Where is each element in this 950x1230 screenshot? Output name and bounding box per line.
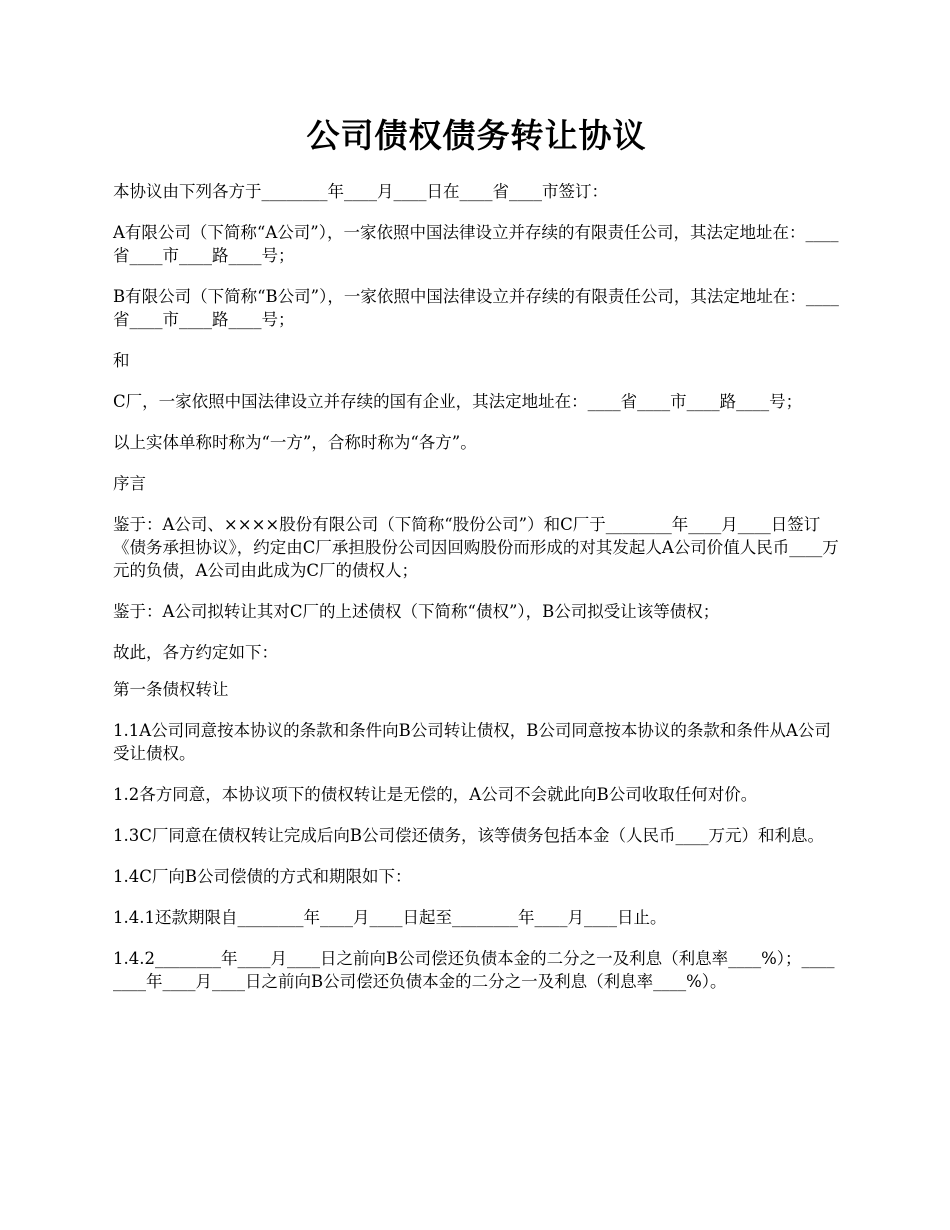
clause-1-4: 1.4C厂向B公司偿债的方式和期限如下： <box>113 867 412 886</box>
document-page <box>113 0 840 993</box>
paragraph-whereas-2: 鉴于：A公司拟转让其对C厂的上述债权（下简称“债权”），B公司拟受让该等债权； <box>113 602 720 621</box>
paragraph-agreement-intro: 故此，各方约定如下： <box>113 643 278 662</box>
paragraph-party-b: B有限公司（下简称“B公司”），一家依照中国法律设立并存续的有限责任公司，其法定地址在：____省____市____路____号； <box>113 287 839 329</box>
paragraph-definitions: 以上实体单称时称为“一方”，合称时称为“各方”。 <box>113 433 477 452</box>
paragraph-preamble-heading: 序言 <box>113 474 146 493</box>
clause-1-2: 1.2各方同意，本协议项下的债权转让是无偿的，A公司不会就此向B公司收取任何对价。 <box>113 785 758 804</box>
paragraph-party-a: A有限公司（下简称“A公司”），一家依照中国法律设立并存续的有限责任公司，其法定地址在：____省____市____路____号； <box>113 223 839 265</box>
clause-1-1: 1.1A公司同意按本协议的条款和条件向B公司转让债权，B公司同意按本协议的条款和条件从A公司受让债权。 <box>113 721 831 763</box>
clause-1-4-1: 1.4.1还款期限自________年____月____日起至________年____月____日止。 <box>113 908 667 927</box>
clause-1-3: 1.3C厂同意在债权转让完成后向B公司偿还债务，该等债务包括本金（人民币____万元）和利息。 <box>113 826 824 845</box>
paragraph-party-c: C厂，一家依照中国法律设立并存续的国有企业，其法定地址在：____省____市____路____号； <box>113 392 803 411</box>
paragraph-and: 和 <box>113 351 130 370</box>
paragraph-signing-info: 本协议由下列各方于________年____月____日在____省____市签订： <box>113 182 608 201</box>
clause-1-4-2: 1.4.2________年____月____日之前向B公司偿还负债本金的二分之一及利息（利息率____%）；________年____月____日之前向B公司偿还负债本金的二分之一及利息（利息率____%）。 <box>113 949 835 991</box>
paragraph-whereas-1: 鉴于：A公司、××××股份有限公司（下简称“股份公司”）和C厂于________年____月____日签订《债务承担协议》，约定由C厂承担股份公司因回购股份而形成的对其发起人A公司价值人民币____万元的负债，A公司由此成为C厂的债权人； <box>113 515 839 580</box>
article-1-heading: 第一条债权转让 <box>113 680 229 699</box>
document-title: 公司债权债务转让协议 <box>306 116 647 155</box>
